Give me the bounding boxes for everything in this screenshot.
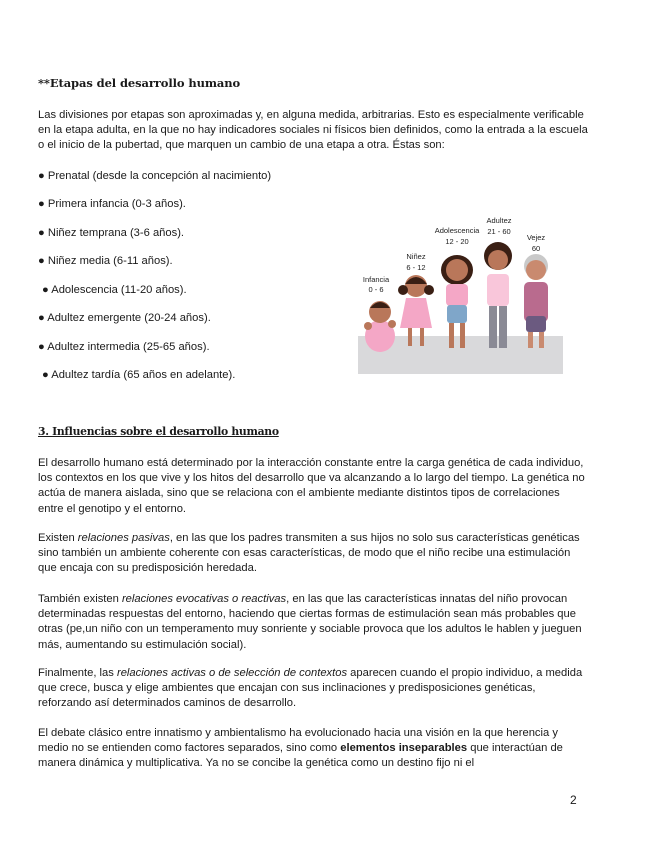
p3-emphasis: relaciones evocativas o reactivas xyxy=(121,593,287,605)
section-title: **Etapas del desarrollo humano xyxy=(38,76,241,90)
paragraph-4 xyxy=(38,666,586,712)
stage-item: ● Prenatal (desde la concepción al nacimiento) xyxy=(38,170,272,182)
p5-text: El debate clásico entre innatismo y ambientalismo ha evolucionado hacia una visión en la que herencia y medio no se entienden como factores separados, sino como xyxy=(38,727,558,755)
label-infancia-range: 0 - 6 xyxy=(368,285,384,294)
label-adolescencia-range: 12 - 20 xyxy=(445,237,469,246)
p4-text: Finalmente, las xyxy=(38,667,117,679)
paragraph-1: El desarrollo humano está determinado por la interacción constante entre la carga genética de cada individuo, los contextos en los que vive y los hitos del desarrollo que va alcanzando a lo largo del tiempo. La genética no actúa de manera aislada, sino que se relaciona con el ambiente mediante distintos tipos de correlaciones entre el genotipo y el entorno. xyxy=(38,457,585,515)
label-ninez-range: 6 - 12 xyxy=(406,263,426,272)
p2-text: Existen xyxy=(38,532,78,544)
p2-emphasis: relaciones pasivas xyxy=(77,532,170,544)
label-vejez-range: 60 xyxy=(531,244,541,253)
label-adultez-range: 21 - 60 xyxy=(487,227,511,236)
section-3-title: 3. Influencias sobre el desarrollo humano xyxy=(38,425,279,438)
stage-item: ● Adultez intermedia (25-65 años). xyxy=(38,341,210,353)
stage-item: ● Adultez emergente (20-24 años). xyxy=(38,312,211,324)
p3-text-rest: , en las que las características innatas del niño provocan determinadas respuestas del entorno, haciendo que ciertas formas de estimulación sean más probables que otras (pe,un niño con un temperamento muy sonriente y sociable provoca que los adultos le hablen y jueguen más, aumentando su estimulación social). xyxy=(38,593,582,651)
p3-text: También existen xyxy=(38,593,122,605)
label-infancia: Infancia xyxy=(362,275,390,284)
p5-text-rest: que interactúan de manera dinámica y multiplicativa. Ya no se concibe la genética como un destino fijo ni el xyxy=(38,742,563,770)
paragraph-2 xyxy=(38,531,586,577)
stage-item: ● Adolescencia (11-20 años). xyxy=(42,284,187,296)
stage-item: ● Primera infancia (0-3 años). xyxy=(38,198,186,210)
label-adultez: Adultez xyxy=(486,216,512,225)
stage-item: ● Niñez media (6-11 años). xyxy=(38,255,173,267)
p2-text-rest: , en las que los padres transmiten a sus hijos no solo sus características genéticas sino también un ambiente coherente con esas características, de modo que el niño recibe una estimulación que encaja con su predisposición heredada. xyxy=(38,532,580,575)
stage-item: ● Adultez tardía (65 años en adelante). xyxy=(42,369,236,381)
p4-emphasis: relaciones activas o de selección de contextos xyxy=(116,667,348,679)
life-stages-illustration xyxy=(358,198,563,374)
paragraph-3 xyxy=(38,592,586,653)
label-ninez: Niñez xyxy=(406,252,426,261)
intro-paragraph: Las divisiones por etapas son aproximadas y, en alguna medida, arbitrarias. Esto es especialmente verificable en la etapa adulta, en la que no hay indicadores sociales ni físicos bien definidos, como la entrada a la escuela o el inicio de la pubertad, que marquen un cambio de una etapa a otra. Éstas son: xyxy=(38,109,588,152)
paragraph-5 xyxy=(38,726,586,772)
label-vejez: Vejez xyxy=(526,233,546,242)
p4-text-rest: aparecen cuando el propio individuo, a medida que crece, busca y elige ambientes que encajan con sus inclinaciones y predisposiciones genéticas, reforzando así determinados caminos de desarrollo. xyxy=(38,667,583,710)
stage-item: ● Niñez temprana (3-6 años). xyxy=(38,227,185,239)
p5-strong: elementos inseparables xyxy=(340,742,468,755)
page-number: 2 xyxy=(570,793,577,807)
label-adolescencia: Adolescencia xyxy=(434,226,480,235)
